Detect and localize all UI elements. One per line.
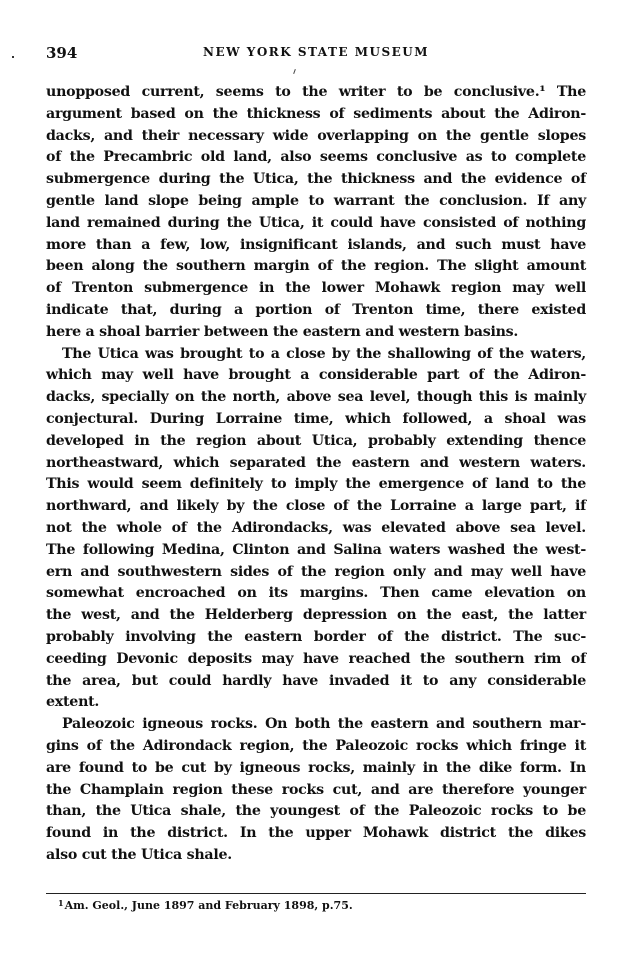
text-line: here a shoal barrier between the eastern and western basins. bbox=[46, 323, 519, 340]
text-line: ern and southwestern sides of the region only and may well have bbox=[46, 563, 586, 580]
text-line: than, the Utica shale, the youngest of the Paleozoic rocks to be bbox=[46, 803, 586, 820]
text-line: are found to be cut by igneous rocks, mainly in the dike form. In bbox=[46, 759, 586, 776]
text-line: more than a few, low, insignificant islands, and such must have bbox=[46, 236, 586, 253]
paragraph bbox=[46, 344, 586, 715]
text-line: been along the southern margin of the region. The slight amount bbox=[46, 258, 586, 275]
text-line: The Utica was brought to a close by the shallowing of the waters, bbox=[62, 345, 586, 362]
text-line: This would seem definitely to imply the emergence of land to the bbox=[46, 476, 586, 493]
text-line: of the Precambric old land, also seems conclusive as to complete bbox=[46, 149, 586, 166]
footnote bbox=[58, 899, 578, 912]
text-line: dacks, and their necessary wide overlapping on the gentle slopes bbox=[46, 127, 586, 144]
text-line: The following Medina, Clinton and Salina waters washed the west- bbox=[46, 541, 586, 558]
text-line: the area, but could hardly have invaded it to any considerable bbox=[46, 672, 586, 689]
footnote-mark: 1 bbox=[58, 898, 64, 908]
text-line: somewhat encroached on its margins. Then came elevation on bbox=[46, 585, 586, 602]
footnote-divider bbox=[46, 893, 586, 894]
text-line: dacks, specially on the north, above sea level, though this is mainly bbox=[46, 389, 586, 406]
text-line: conjectural. During Lorraine time, which followed, a shoal was bbox=[46, 410, 586, 427]
paragraph bbox=[46, 82, 586, 344]
text-line: northeastward, which separated the eastern and western waters. bbox=[46, 454, 586, 471]
text-line: gins of the Adirondack region, the Paleozoic rocks which fringe it bbox=[46, 737, 586, 754]
text-line: indicate that, during a portion of Trenton time, there existed bbox=[46, 301, 586, 318]
text-line: not the whole of the Adirondacks, was elevated above sea level. bbox=[46, 519, 586, 536]
text-line: argument based on the thickness of sediments about the Adiron- bbox=[46, 105, 586, 122]
text-line: probably involving the eastern border of the district. The suc- bbox=[46, 628, 586, 645]
footnote-text: Am. Geol., June 1897 and February 1898, p.75. bbox=[64, 899, 353, 912]
running-head: NEW YORK STATE MUSEUM bbox=[202, 45, 430, 59]
text-line: extent. bbox=[46, 694, 100, 711]
text-line: found in the district. In the upper Mohawk district the dikes bbox=[46, 825, 586, 842]
text-line: developed in the region about Utica, probably extending thence bbox=[46, 432, 586, 449]
body-text bbox=[46, 82, 586, 867]
paragraph bbox=[46, 714, 586, 867]
page-number: 394 bbox=[46, 44, 78, 62]
text-line: which may well have brought a considerable part of the Adiron- bbox=[46, 367, 586, 384]
page-header bbox=[46, 44, 586, 64]
text-line: Paleozoic igneous rocks. On both the eastern and southern mar- bbox=[62, 716, 586, 733]
text-line: northward, and likely by the close of the Lorraine a large part, if bbox=[46, 498, 586, 515]
text-line: the west, and the Helderberg depression on the east, the latter bbox=[46, 607, 586, 624]
text-line: land remained during the Utica, it could have consisted of nothing bbox=[46, 214, 586, 231]
text-line: submergence during the Utica, the thickness and the evidence of bbox=[46, 171, 586, 188]
scan-speck bbox=[293, 69, 296, 74]
text-line: the Champlain region these rocks cut, and are therefore younger bbox=[46, 781, 586, 798]
text-line: gentle land slope being ample to warrant the conclusion. If any bbox=[46, 192, 586, 209]
text-line: ceeding Devonic deposits may have reached the southern rim of bbox=[46, 650, 586, 667]
text-line: of Trenton submergence in the lower Mohawk region may well bbox=[46, 280, 586, 297]
text-line: also cut the Utica shale. bbox=[46, 846, 232, 863]
scan-speck bbox=[12, 56, 14, 58]
text-line: unopposed current, seems to the writer to be conclusive.¹ The bbox=[46, 84, 586, 100]
